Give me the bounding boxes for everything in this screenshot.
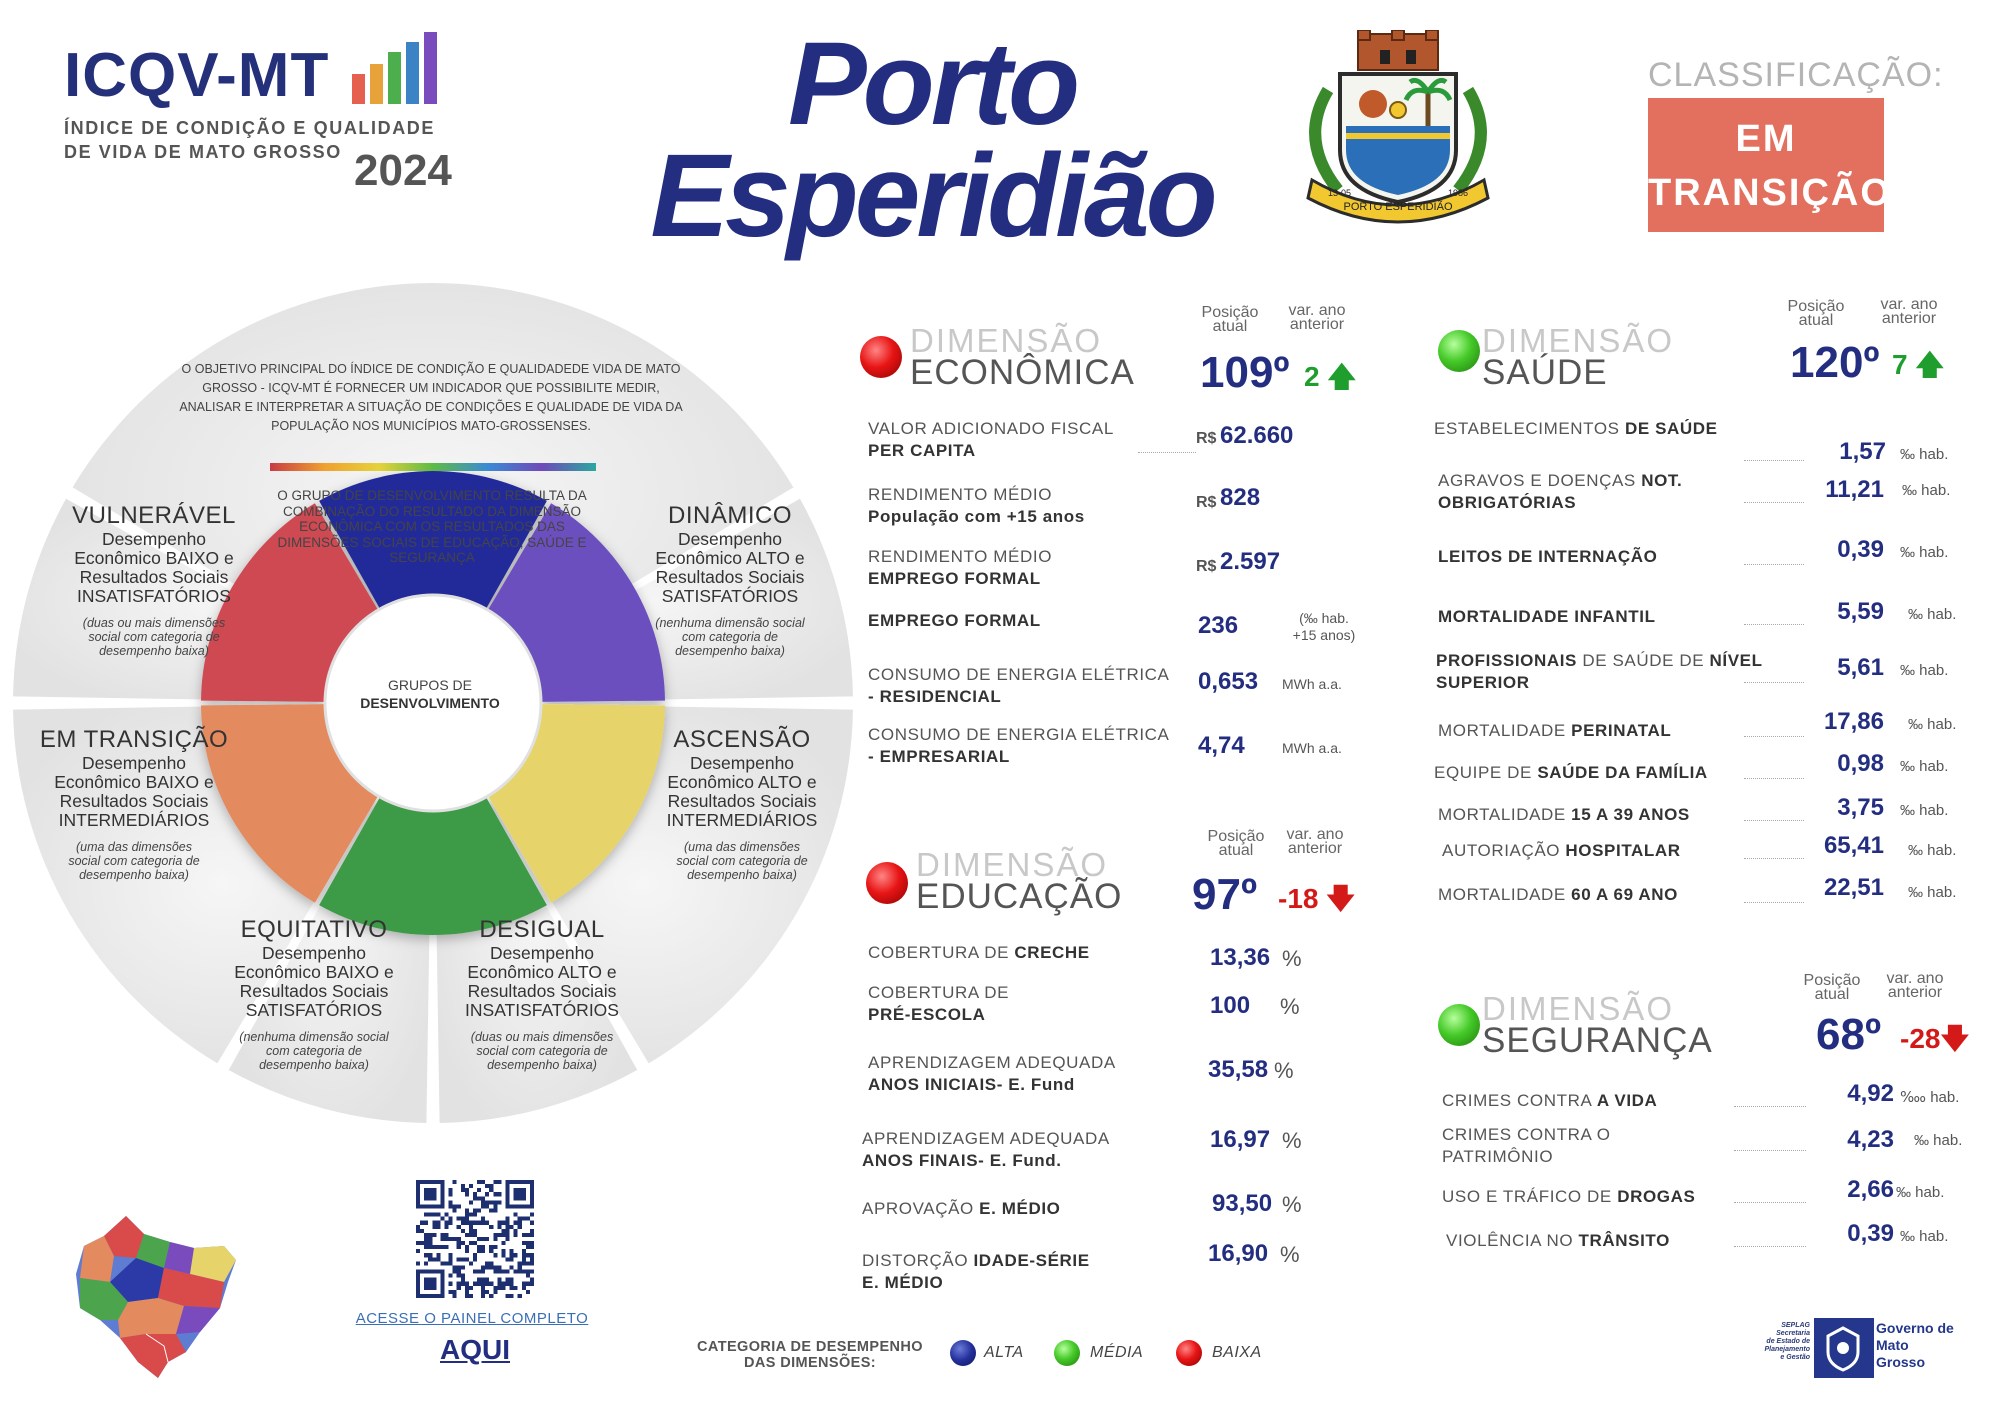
indicator-value: 3,75 [1837, 794, 1884, 821]
indicator-label [868, 484, 1085, 528]
brand-subtitle: ÍNDICE DE CONDIÇÃO E QUALIDADE DE VIDA DE MATO GROSSO [64, 118, 436, 162]
variation-header [1864, 298, 1954, 326]
indicator-value: 0,39 [1847, 1220, 1894, 1247]
qr-code-icon[interactable] [416, 1180, 534, 1298]
seplag-line: Planejamento [1764, 1346, 1810, 1353]
indicator-line: APRENDIZAGEM ADEQUADA [868, 1053, 1116, 1072]
indicator-line: - EMPRESARIAL [868, 747, 1010, 766]
group-vulneravel [44, 502, 264, 658]
indicator-unit: ‰ hab. [1900, 802, 1949, 819]
group-line: Econômico ALTO e [467, 962, 617, 982]
indicator-line: 60 A 69 ANO [1571, 885, 1678, 904]
position-header-line: Posição [1207, 828, 1265, 845]
group-dinamico [620, 502, 840, 658]
group-line: Resultados Sociais [79, 567, 229, 587]
variation-number: 7 [1892, 349, 1908, 380]
indicator-line: PER CAPITA [868, 441, 976, 460]
group-line: Resultados Sociais [655, 567, 805, 587]
position-value: 97º [1192, 870, 1258, 919]
group-line: INSATISFATÓRIOS [77, 586, 231, 606]
legend-title [690, 1339, 930, 1371]
arrow-up-icon: 🡅 [1327, 361, 1357, 392]
indicator-line: NOT. [1641, 471, 1683, 490]
indicator-value: 100 [1210, 992, 1251, 1019]
indicator-value: 236 [1198, 612, 1239, 639]
indicator-line: APROVAÇÃO [862, 1199, 974, 1218]
indicator-value: 62.660 [1220, 422, 1294, 449]
indicator-value: 0,653 [1198, 668, 1259, 695]
indicator-line: EQUIPE DE [1434, 763, 1532, 782]
group-note: (uma das dimensões social com categoria de desempenho baixa) [676, 840, 808, 882]
indicator-value: 65,41 [1823, 832, 1884, 859]
currency-label: R$ [1196, 430, 1217, 447]
variation-number: -28 [1900, 1023, 1941, 1054]
group-note: (nenhuma dimensão social com categoria de desempenho baixa) [655, 616, 805, 658]
legend-label-baixa: BAIXA [1212, 1344, 1262, 1361]
indicator-label [1446, 1230, 1670, 1252]
legend-label-alta: ALTA [984, 1344, 1024, 1361]
group-equitativo [204, 916, 424, 1072]
variation-header-line: var. ano [1886, 970, 1944, 987]
dimension-name-economica: ECONÔMICA [910, 353, 1135, 392]
indicator-unit: % [1282, 1192, 1302, 1217]
group-line: SATISFATÓRIOS [661, 586, 799, 606]
coat-year-right: 1986 [1448, 188, 1469, 198]
group-note: (duas ou mais dimensões social com categoria de desempenho baixa) [82, 616, 226, 658]
dotted-leader [1744, 460, 1804, 461]
variation-header-line: anterior [1887, 984, 1943, 1001]
panel-link[interactable]: ACESSE O PAINEL COMPLETO [355, 1310, 589, 1327]
dotted-leader [1744, 858, 1804, 859]
group-note: (duas ou mais dimensões social com categoria de desempenho baixa) [470, 1030, 614, 1072]
indicator-line: RENDIMENTO MÉDIO [868, 485, 1053, 504]
dotted-leader [1744, 820, 1804, 821]
wheel-hub-label [350, 676, 510, 712]
position-header-line: atual [1212, 318, 1248, 335]
group-line: Desempenho [489, 943, 595, 963]
position-header [1196, 830, 1276, 858]
seplag-line: de Estado de [1766, 1338, 1810, 1345]
position-value: 68º [1816, 1010, 1882, 1059]
variation-header-line: anterior [1287, 840, 1343, 857]
hub-line1: GRUPOS DE [387, 677, 472, 693]
classification-label: CLASSIFICAÇÃO: [1648, 56, 1944, 94]
group-line: INSATISFATÓRIOS [465, 1000, 619, 1020]
category-dot-baixa [860, 336, 902, 378]
dotted-leader [1744, 502, 1804, 503]
city-name-line2: Esperidião [650, 130, 1214, 262]
indicator-unit: MWh a.a. [1282, 676, 1342, 692]
group-title: ASCENSÃO [673, 726, 811, 753]
indicator-line: DISTORÇÃO [862, 1251, 969, 1270]
indicator-label [1442, 1186, 1695, 1208]
category-dot-media [1438, 330, 1480, 372]
indicator-line: AGRAVOS E DOENÇAS [1438, 471, 1636, 490]
indicator-label [1438, 606, 1656, 628]
coat-ribbon-text: PORTO ESPERIDIÃO [1343, 201, 1453, 213]
indicator-label [868, 1052, 1116, 1096]
legend-dot-baixa [1176, 1340, 1202, 1366]
indicator-unit: ‰ hab. [1896, 1184, 1945, 1201]
indicator-line: RENDIMENTO MÉDIO [868, 547, 1053, 566]
category-dot-media [1438, 1004, 1480, 1046]
indicator-value: 5,59 [1837, 598, 1884, 625]
city-name-line1: Porto [787, 18, 1077, 150]
indicator-line: PATRIMÔNIO [1442, 1147, 1554, 1166]
indicator-line: CRIMES CONTRA O [1442, 1125, 1611, 1144]
indicator-label [1438, 804, 1690, 826]
indicator-label [1442, 1090, 1657, 1112]
group-title: DESIGUAL [479, 916, 605, 943]
indicator-line: DROGAS [1617, 1187, 1696, 1206]
government-line: Mato [1876, 1337, 1909, 1353]
indicator-unit: ‰ hab. [1908, 884, 1957, 901]
indicator-value: 93,50 [1212, 1190, 1273, 1217]
indicator-line: DE SAÚDE [1624, 419, 1718, 438]
legend-label-media: MÉDIA [1090, 1344, 1144, 1361]
dotted-leader [1734, 1106, 1806, 1107]
legend-title-line: DAS DIMENSÕES: [743, 1355, 877, 1371]
logo-divider [1872, 1318, 1874, 1378]
indicator-unit: ‰ hab. [1908, 842, 1957, 859]
dimension-name-educacao: EDUCAÇÃO [916, 877, 1123, 916]
indicator-label [868, 418, 1114, 462]
group-line: Econômico BAIXO e [74, 548, 234, 568]
rainbow-divider [270, 463, 596, 471]
coat-year-left: 13-05 [1328, 188, 1352, 198]
indicator-label [1438, 884, 1678, 906]
indicator-value: 2.597 [1220, 548, 1281, 575]
indicator-label [1436, 650, 1763, 694]
indicator-label [868, 546, 1052, 590]
indicator-line: MORTALIDADE [1438, 885, 1566, 904]
indicator-line: TRÂNSITO [1578, 1231, 1670, 1250]
indicator-label [868, 942, 1090, 964]
indicator-line: CRIMES CONTRA [1442, 1091, 1592, 1110]
position-header-line: atual [1814, 986, 1850, 1003]
indicator-line: SUPERIOR [1436, 673, 1530, 692]
arrow-down-icon: 🡇 [1326, 883, 1356, 914]
indicator-value: 22,51 [1823, 874, 1884, 901]
classification-badge [1648, 98, 1892, 232]
classification-line1: EM [1735, 118, 1797, 160]
government-line: Grosso [1876, 1354, 1926, 1370]
group-desigual [432, 916, 652, 1072]
indicator-line: MORTALIDADE INFANTIL [1438, 607, 1656, 626]
indicator-label [868, 724, 1169, 768]
indicator-label [1434, 762, 1708, 784]
indicator-value: 4,92 [1847, 1080, 1894, 1107]
variation-value [1304, 356, 1356, 404]
indicator-line: COBERTURA DE [868, 943, 1010, 962]
variation-header [1270, 828, 1360, 856]
city-name [622, 18, 1242, 262]
indicator-value: 828 [1220, 484, 1261, 511]
group-description: O GRUPO DE DESENVOLVIMENTO RESULTA DA COMBINAÇÃO DO RESULTADO DA DIMENSÃO ECONÔMICA COM OS RESULTADOS DAS DIMENSÕES SOCIAIS DE EDUCAÇÃO, SAÚDE E SEGURANÇA [277, 488, 587, 565]
indicator-unit: (‰ hab. +15 anos) [1292, 610, 1356, 643]
dotted-leader [1734, 1150, 1806, 1151]
variation-value [1892, 344, 1944, 392]
group-title: EQUITATIVO [240, 916, 388, 943]
group-line: SATISFATÓRIOS [245, 1000, 383, 1020]
dotted-leader [1744, 564, 1804, 565]
indicator-value: 4,23 [1847, 1126, 1894, 1153]
group-line: Resultados Sociais [467, 981, 617, 1001]
hub-line2: DESENVOLVIMENTO [360, 695, 500, 711]
variation-number: 2 [1304, 361, 1320, 392]
indicator-label [1438, 720, 1671, 742]
indicator-line: OBRIGATÓRIAS [1438, 493, 1577, 512]
group-line: INTERMEDIÁRIOS [666, 810, 818, 830]
indicator-unit: MWh a.a. [1282, 740, 1342, 756]
indicator-value: 13,36 [1210, 944, 1271, 971]
indicator-unit: ‰ hab. [1900, 662, 1949, 679]
indicator-unit: ‰ hab. [1908, 716, 1957, 733]
indicator-line: USO E TRÁFICO DE [1442, 1187, 1612, 1206]
indicator-label [1438, 546, 1657, 568]
group-line: Desempenho [261, 943, 367, 963]
position-value: 109º [1200, 348, 1290, 397]
group-title: EM TRANSIÇÃO [39, 726, 229, 753]
indicator-unit: ‰ hab. [1914, 1132, 1963, 1149]
variation-header-line: anterior [1289, 316, 1345, 333]
mato-grosso-map-icon [74, 1212, 244, 1380]
indicator-line: PROFISSIONAIS [1436, 651, 1577, 670]
classification-line2: TRANSIÇÃO [1648, 172, 1892, 214]
variation-header [1272, 304, 1362, 332]
dotted-leader [1744, 682, 1804, 683]
position-header-line: Posição [1803, 972, 1861, 989]
indicator-label [862, 1250, 1090, 1294]
indicator-line: DE SAÚDE DE [1582, 651, 1705, 670]
indicator-label [868, 610, 1041, 632]
group-line: Resultados Sociais [59, 791, 209, 811]
position-header-line: Posição [1201, 304, 1259, 321]
indicator-line: CRECHE [1014, 943, 1090, 962]
indicator-line: 15 A 39 ANOS [1571, 805, 1690, 824]
brand-bars-logo [352, 28, 458, 104]
indicator-value: 35,58 [1208, 1056, 1269, 1083]
indicator-line: E. MÉDIO [862, 1273, 944, 1292]
dotted-leader [1744, 736, 1804, 737]
seplag-line: e Gestão [1780, 1354, 1810, 1361]
indicator-unit: ‰ hab. [1902, 482, 1951, 499]
group-line: Desempenho [689, 753, 795, 773]
indicator-label [1442, 1124, 1611, 1168]
group-title: VULNERÁVEL [72, 502, 236, 529]
indicator-value: 4,74 [1198, 732, 1245, 759]
indicator-line: NÍVEL [1709, 651, 1763, 670]
dimension-word: DIMENSÃO [910, 322, 1103, 359]
group-line: Desempenho [677, 529, 783, 549]
government-logo [1754, 1318, 1964, 1378]
indicator-label [1442, 840, 1681, 862]
indicator-value: 2,66 [1847, 1176, 1894, 1203]
indicator-line: - RESIDENCIAL [868, 687, 1002, 706]
legend-title-line: CATEGORIA DE DESEMPENHO [697, 1339, 923, 1355]
indicator-value: 17,86 [1823, 708, 1884, 735]
indicator-line: MORTALIDADE [1438, 805, 1566, 824]
dimension-word: DIMENSÃO [916, 846, 1109, 883]
arrow-up-icon: 🡅 [1915, 349, 1945, 380]
government-line: Governo de [1876, 1320, 1954, 1336]
indicator-unit: % [1280, 994, 1300, 1019]
position-value: 120º [1790, 338, 1880, 387]
indicator-line: ESTABELECIMENTOS [1434, 419, 1620, 438]
indicator-line: EMPREGO FORMAL [868, 611, 1041, 630]
indicator-unit: ‱ hab. [1900, 1089, 1960, 1106]
indicator-line: PERINATAL [1571, 721, 1672, 740]
indicator-line: CONSUMO DE ENERGIA ELÉTRICA [868, 665, 1170, 684]
variation-header [1870, 972, 1960, 1000]
currency-label: R$ [1196, 494, 1217, 511]
dotted-leader [1744, 902, 1804, 903]
dimension-word: DIMENSÃO [1482, 990, 1675, 1027]
variation-value [1278, 878, 1355, 926]
group-line: Desempenho [81, 753, 187, 773]
indicator-value: 16,90 [1208, 1240, 1269, 1267]
position-header-line: atual [1798, 312, 1834, 329]
indicator-label [868, 982, 1009, 1026]
brand-year: 2024 [354, 146, 452, 195]
variation-header-line: var. ano [1286, 826, 1344, 843]
legend-dot-media [1054, 1340, 1080, 1366]
indicator-unit: ‰ hab. [1908, 606, 1957, 623]
indicator-unit: ‰ hab. [1900, 446, 1949, 463]
indicator-unit: ‰ hab. [1900, 544, 1949, 561]
variation-header-line: var. ano [1288, 302, 1346, 319]
variation-header-line: anterior [1881, 310, 1937, 327]
currency-label: R$ [1196, 558, 1217, 575]
indicator-label [1434, 418, 1718, 440]
government-text [1876, 1320, 1962, 1371]
indicator-line: EMPREGO FORMAL [868, 569, 1041, 588]
variation-header-line: var. ano [1880, 296, 1938, 313]
legend-dot-alta [950, 1340, 976, 1366]
group-line: Desempenho [101, 529, 207, 549]
indicator-value: 11,21 [1825, 476, 1884, 503]
indicator-line: População com +15 anos [868, 507, 1085, 526]
brand-title: ICQV-MT [64, 41, 330, 110]
indicator-line: VALOR ADICIONADO FISCAL [868, 419, 1114, 438]
dimension-word: DIMENSÃO [1482, 322, 1675, 359]
group-line: Econômico BAIXO e [234, 962, 394, 982]
position-header [1776, 300, 1856, 328]
position-header [1190, 306, 1270, 334]
dotted-leader [1744, 624, 1804, 625]
indicator-unit: ‰ hab. [1900, 758, 1949, 775]
indicator-line: ANOS FINAIS- E. Fund. [862, 1151, 1062, 1170]
indicator-line: VIOLÊNCIA NO [1446, 1231, 1574, 1250]
indicator-line: E. MÉDIO [979, 1199, 1061, 1218]
indicator-value: 1,57 [1839, 438, 1886, 465]
seplag-line: Secretaria [1776, 1330, 1810, 1337]
indicator-line: APRENDIZAGEM ADEQUADA [862, 1129, 1110, 1148]
group-line: Resultados Sociais [667, 791, 817, 811]
dotted-leader [1744, 778, 1804, 779]
indicator-value: 0,98 [1837, 750, 1884, 777]
seplag-text [1754, 1322, 1810, 1362]
indicator-unit: % [1282, 946, 1302, 971]
group-em-transicao [24, 726, 244, 882]
group-note: (uma das dimensões social com categoria de desempenho baixa) [68, 840, 200, 882]
dotted-leader [1734, 1246, 1806, 1247]
indicator-line: MORTALIDADE [1438, 721, 1566, 740]
indicator-line: SAÚDE DA FAMÍLIA [1537, 763, 1708, 782]
indicator-line: PRÉ-ESCOLA [868, 1005, 986, 1024]
panel-link-aqui[interactable]: AQUI [440, 1334, 510, 1365]
variation-value [1900, 1018, 1969, 1066]
dotted-leader [1138, 452, 1196, 453]
indicator-line: LEITOS DE INTERNAÇÃO [1438, 547, 1658, 566]
category-dot-baixa [866, 862, 908, 904]
indicator-unit: % [1274, 1058, 1294, 1083]
state-emblem-icon [1814, 1318, 1872, 1378]
indicator-value: 5,61 [1837, 654, 1884, 681]
group-note: (nenhuma dimensão social com categoria de desempenho baixa) [239, 1030, 389, 1072]
indicator-label [868, 664, 1169, 708]
position-header [1792, 974, 1872, 1002]
indicator-label [862, 1198, 1060, 1220]
seplag-line: SEPLAG [1781, 1322, 1810, 1329]
indicator-unit: % [1282, 1128, 1302, 1153]
indicator-line: AUTORIAÇÃO [1442, 841, 1561, 860]
indicator-line: ANOS INICIAIS- E. Fund [868, 1075, 1075, 1094]
group-ascensao [632, 726, 852, 882]
indicator-label [862, 1128, 1110, 1172]
group-line: Econômico ALTO e [667, 772, 817, 792]
indicator-label [1438, 470, 1682, 514]
dotted-leader [1734, 1202, 1806, 1203]
indicator-unit: ‰ hab. [1900, 1228, 1949, 1245]
indicator-value: 0,39 [1837, 536, 1884, 563]
indicator-line: HOSPITALAR [1565, 841, 1681, 860]
arrow-down-icon: 🡇 [1940, 1023, 1970, 1054]
group-line: Econômico ALTO e [655, 548, 805, 568]
indicator-line: A VIDA [1596, 1091, 1658, 1110]
indicator-value: 16,97 [1210, 1126, 1271, 1153]
variation-number: -18 [1278, 883, 1319, 914]
objective-text: O OBJETIVO PRINCIPAL DO ÍNDICE DE CONDIÇÃO E QUALIDADEDE VIDA DE MATO GROSSO - ICQV-MT É FORNECER UM INDICADOR QUE POSSIBILITE MEDIR, ANALISAR E INTERPRETAR A SITUAÇÃO DE CONDIÇÕES E QUALIDADE DE VIDA DA POPULAÇÃO NOS MUNICÍPIOS MATO-GROSSENSES. [179, 362, 683, 433]
indicator-line: CONSUMO DE ENERGIA ELÉTRICA [868, 725, 1170, 744]
dimension-name-saude: SAÚDE [1482, 353, 1608, 392]
indicator-unit: % [1280, 1242, 1300, 1267]
group-line: INTERMEDIÁRIOS [58, 810, 210, 830]
position-header-line: Posição [1787, 298, 1845, 315]
dimension-name-seguranca: SEGURANÇA [1482, 1021, 1713, 1060]
indicator-line: IDADE-SÉRIE [973, 1251, 1090, 1270]
coat-of-arms-icon [1288, 30, 1508, 230]
position-header-line: atual [1218, 842, 1254, 859]
group-line: Econômico BAIXO e [54, 772, 214, 792]
indicator-line: COBERTURA DE [868, 983, 1010, 1002]
group-line: Resultados Sociais [239, 981, 389, 1001]
group-title: DINÂMICO [668, 502, 792, 529]
